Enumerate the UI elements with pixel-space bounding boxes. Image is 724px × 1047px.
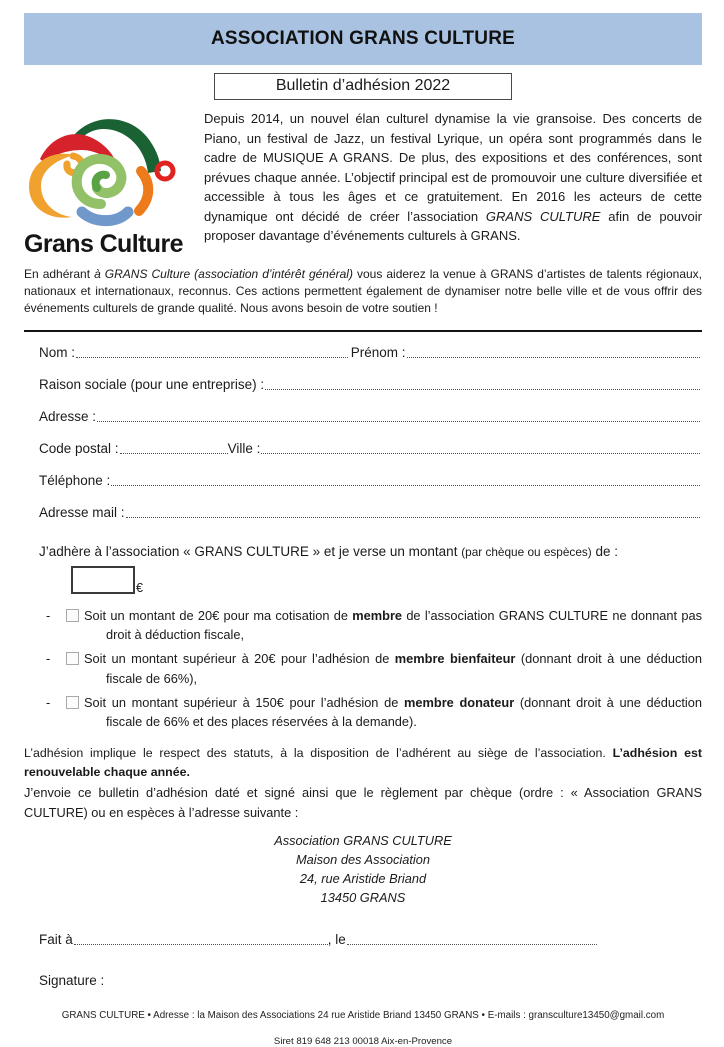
- option-text-after: (donnant droit à une déduction fiscale de 66%),: [106, 651, 702, 686]
- intro-paragraph-end: afin de pouvoir proposer davantage d’événements culturels à GRANS.: [204, 208, 702, 243]
- ville-dotted-line: [261, 452, 700, 454]
- fait-a-label: Fait à: [39, 931, 73, 947]
- membership-option-text: [84, 693, 702, 731]
- statutes-bold-text: L’adhésion est renouvelable chaque année.: [24, 746, 702, 779]
- code-postal-label: Code postal :: [39, 441, 119, 457]
- option-dash: -: [46, 694, 51, 710]
- prenom-dotted-line: [407, 356, 700, 358]
- membership-option-bienfaiteur: [46, 649, 702, 687]
- footer-siret-line: Siret 819 648 213 00018 Aix-en-Provence: [273, 1035, 453, 1047]
- membership-option-checkbox[interactable]: [66, 696, 79, 709]
- membership-statement-parenthetical: (par chèque ou espèces): [461, 545, 592, 560]
- pitch-text-end: vous aiderez la venue à GRANS d’artistes de talents régionaux, nationaux et internationaux, reconnus. Ces actions permettent également de dynamiser notre belle ville et de vous offrir des événements culturels de grande qualité. Nous avons besoin de votre soutien !: [24, 267, 703, 316]
- telephone-label: Téléphone :: [39, 473, 111, 489]
- address-line: 13450 GRANS: [320, 890, 406, 906]
- membership-options: [24, 606, 702, 731]
- adresse-mail-dotted-line: [126, 516, 700, 518]
- option-text-before: Soit un montant supérieur à 150€ pour l’adhésion de: [84, 694, 405, 710]
- membership-pitch-paragraph: [24, 266, 702, 317]
- membership-option-checkbox[interactable]: [66, 609, 79, 622]
- code-postal-dotted-line: [120, 452, 228, 454]
- membership-option-membre: [46, 606, 702, 644]
- intro-section: [24, 109, 702, 259]
- option-text-bold: membre bienfaiteur: [394, 651, 516, 667]
- membership-option-donateur: [46, 693, 702, 731]
- address-line: Maison des Association: [296, 852, 430, 867]
- membership-option-text: [84, 649, 702, 687]
- date-place-row: [39, 930, 700, 947]
- option-text-before: Soit un montant supérieur à 20€ pour l’adhésion de: [84, 651, 395, 667]
- prenom-label: Prénom :: [350, 345, 406, 361]
- footer-contact-line: GRANS CULTURE • Adresse : la Maison des Associations 24 rue Aristide Briand 13450 GRANS • E-mails : gransculture13450@gmail.com: [61, 1009, 665, 1021]
- header-bar: [24, 13, 702, 65]
- raison-sociale-dotted-line: [265, 388, 700, 390]
- raison-sociale-label: Raison sociale (pour une entreprise) :: [39, 377, 265, 393]
- mailing-address-block: [24, 831, 702, 908]
- statutes-paragraph: [24, 744, 702, 781]
- logo-block: [24, 109, 192, 259]
- page-footer: [24, 1010, 702, 1047]
- option-dash: -: [46, 608, 51, 624]
- adresse-label: Adresse :: [39, 409, 97, 425]
- membership-statement-main: J’adhère à l’association « GRANS CULTURE » et je verse un montant: [39, 544, 462, 560]
- intro-paragraph-text: Depuis 2014, un nouvel élan culturel dynamise la vie gransoise. Des concerts de Piano, un festival de Jazz, un festival Lyrique, un opéra sont programmés dans le cadre de MUSIQUE A GRANS. De plus, des expositions et des conférences, sont prévues chaque année. L’objectif principal est de promouvoir une culture diversifiée et accessible à tous les âges et ce gratuitement. En 2016 les acteurs de cette dynamique ont décidé de créer l’association: [204, 111, 702, 224]
- ville-label: Ville :: [227, 441, 261, 457]
- amount-row: [71, 564, 702, 594]
- date-dotted-line: [347, 943, 597, 945]
- pitch-text: En adhérant: [24, 267, 95, 281]
- option-text-bold: membre donateur: [404, 694, 515, 710]
- membership-option-text: [84, 606, 702, 644]
- adresse-mail-label: Adresse mail :: [39, 505, 125, 521]
- euro-symbol: €: [136, 580, 143, 595]
- nom-label: Nom :: [39, 345, 76, 361]
- logo-wordmark: Grans Culture: [24, 230, 183, 258]
- address-line: Association GRANS CULTURE: [274, 832, 452, 848]
- intro-paragraph: [204, 109, 702, 259]
- option-text-after: (donnant droit à une déduction fiscale de 66% et des places réservées à la demande).: [106, 694, 702, 730]
- signature-label: Signature :: [39, 972, 105, 988]
- raison-sociale-row: [39, 375, 700, 392]
- send-instructions: J’envoie ce bulletin d’adhésion daté et signé ainsi que le règlement par chèque (ordre : « Association GRANS CULTURE) ou en espèces à l’adresse suivante :: [24, 785, 702, 820]
- telephone-dotted-line: [111, 484, 700, 486]
- subtitle-label: Bulletin d’adhésion 2022: [275, 77, 451, 94]
- telephone-row: [39, 471, 700, 488]
- adresse-row: [39, 407, 700, 424]
- membership-statement: [39, 544, 702, 559]
- address-line: 24, rue Aristide Briand: [299, 871, 427, 887]
- grans-culture-logo-icon: [24, 111, 176, 225]
- option-text-after: de l’association GRANS CULTURE ne donnant pas droit à déduction fiscale,: [106, 608, 703, 643]
- statutes-text: L’adhésion implique le respect des statuts, à la disposition de l’adhérent au siège de l’association.: [24, 746, 613, 761]
- subtitle-box: [214, 73, 512, 100]
- form-section: [24, 332, 702, 520]
- membership-statement-end: de :: [591, 544, 618, 560]
- terms-section: [24, 744, 702, 822]
- option-dash: -: [46, 651, 51, 667]
- code-postal-ville-row: [39, 439, 700, 456]
- amount-input-box[interactable]: [71, 566, 135, 594]
- nom-dotted-line: [76, 356, 348, 358]
- le-label: , le: [327, 931, 346, 947]
- page-title: ASSOCIATION GRANS CULTURE: [210, 28, 516, 49]
- option-text-bold: membre: [352, 608, 403, 624]
- adresse-mail-row: [39, 503, 700, 520]
- membership-option-checkbox[interactable]: [66, 652, 79, 665]
- pitch-italic: à GRANS Culture (association d’intérêt général): [94, 267, 353, 281]
- name-row: [39, 343, 700, 360]
- intro-paragraph-italic: GRANS CULTURE: [485, 208, 601, 224]
- option-text-before: Soit un montant de 20€ pour ma cotisation de: [84, 608, 353, 624]
- adresse-dotted-line: [97, 420, 700, 422]
- fait-a-dotted-line: [74, 943, 328, 945]
